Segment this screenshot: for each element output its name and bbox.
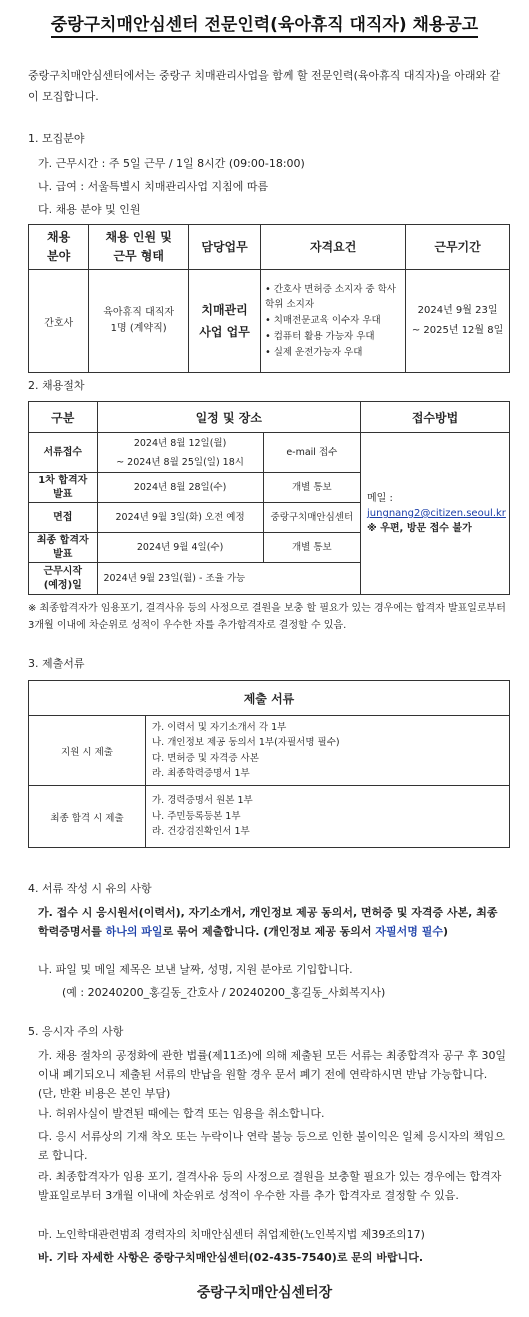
header-count: 채용 인원 및 근무 형태	[89, 225, 189, 270]
email-label: 메일 :	[367, 493, 393, 504]
field-cell: 간호사	[29, 270, 89, 373]
caution-item: 나. 허위사실이 발견된 때에는 합격 또는 임용을 취소합니다.	[38, 1107, 325, 1120]
list-item: 나. 개인정보 제공 동의서 1부(자필서명 필수)	[152, 737, 340, 748]
documents-table	[28, 680, 510, 848]
row-schedule: 2024년 9월 23일(월) - 조율 가능	[97, 563, 361, 595]
intro-text: 중랑구치매안심센터에서는 중랑구 치매관리사업을 함께 할 전문인력(육아휴직 대직자)을 아래와 같이 모집합니다.	[28, 69, 501, 103]
highlight-one-file: 하나의 파일	[105, 925, 163, 938]
row-place: 중랑구치매안심센터	[263, 503, 360, 533]
row-schedule: 2024년 9월 3일(화) 오전 예정	[97, 503, 263, 533]
caution-item: 마. 노인학대관련범죄 경력자의 치매안심센터 취업제한(노인복지법 제39조의17)	[38, 1228, 425, 1241]
highlight-signature: 자필서명 필수	[375, 925, 443, 938]
procedure-table	[28, 401, 510, 595]
table-header-row	[29, 681, 510, 716]
row-label: 최종 합격자 발표	[29, 533, 98, 563]
additional-pass-note: ※ 최종합격자가 임용포기, 결격사유 등의 사정으로 결원을 보충 할 필요가 있는 경우에는 합격자 발표일로부터 3개월 이내에 차순위로 성적이 우수한 자를 추가합격자로 결정할 수 있음.	[28, 603, 506, 631]
header-period: 근무기간	[406, 225, 510, 270]
table-header-row	[29, 225, 510, 270]
filename-example: (예 : 20240200_홍길동_간호사 / 20240200_홍길동_사회복지사)	[62, 986, 386, 999]
header-duty: 담당업무	[189, 225, 261, 270]
work-hours: 가. 근무시간 : 주 5일 근무 / 1일 8시간 (09:00-18:00)	[38, 157, 305, 170]
qual-item: • 치매전문교육 이수자 우대	[265, 315, 381, 326]
row-label: 최종 합격 시 제출	[29, 786, 146, 848]
table-row	[29, 786, 510, 848]
row-label: 지원 시 제출	[29, 716, 146, 786]
method-cell	[361, 433, 510, 595]
table-header-row	[29, 402, 510, 433]
email-link[interactable]: jungnang2@citizen.seoul.kr	[367, 508, 506, 519]
document-list	[146, 716, 510, 786]
period-cell: 2024년 9월 23일 ~ 2025년 12월 8일	[406, 270, 510, 373]
qual-item: • 간호사 면허증 소지자 중 학사학위 소지자	[265, 284, 396, 310]
row-label: 1차 합격자 발표	[29, 473, 98, 503]
issuer-signature: 중랑구치매안심센터장	[196, 1285, 333, 1301]
document-list	[146, 786, 510, 848]
header-schedule: 일정 및 장소	[97, 402, 361, 433]
header-documents: 제출 서류	[29, 681, 510, 716]
qual-item: • 실제 운전가능자 우대	[265, 347, 363, 358]
list-item: 가. 경력증명서 원본 1부	[152, 795, 253, 807]
row-schedule: 2024년 8월 28일(수)	[97, 473, 263, 503]
section4-heading: 4. 서류 작성 시 유의 사항	[28, 882, 152, 895]
section1-heading: 1. 모집분야	[28, 132, 85, 145]
quals-cell	[261, 270, 406, 373]
doc-instruction-b: 나. 파일 및 메일 제목은 보낸 날짜, 성명, 지원 분야로 기입합니다.	[38, 963, 353, 976]
header-quals: 자격요건	[261, 225, 406, 270]
row-schedule: 2024년 8월 12일(월) ~ 2024년 8월 25일(일) 18시	[97, 433, 263, 473]
header-category: 구분	[29, 402, 98, 433]
row-label: 서류접수	[29, 433, 98, 473]
page-title: 중랑구치매안심센터 전문인력(육아휴직 대직자) 채용공고	[0, 10, 529, 35]
caution-item: 다. 응시 서류상의 기재 착오 또는 누락이나 연락 불능 등으로 인한 불이익은 일체 응시자의 책임으로 합니다.	[38, 1130, 505, 1162]
list-item: 가. 이력서 및 자기소개서 각 1부	[152, 721, 287, 733]
no-mail-note: ※ 우편, 방문 접수 불가	[367, 523, 472, 534]
caution-item: 가. 채용 절차의 공정화에 관한 법률(제11조)에 의해 제출된 모든 서류는 최종합격자 공구 후 30일 이내 폐기되오니 제출된 서류의 반납을 원할 경우 문서 폐기 전에 연락하시면 반납 가능합니다. (단, 반환 비용은 본인 부담)	[38, 1049, 507, 1100]
section3-heading: 3. 제출서류	[28, 657, 85, 670]
table-row	[29, 270, 510, 373]
row-schedule: 2024년 9월 4일(수)	[97, 533, 263, 563]
header-method: 접수방법	[361, 402, 510, 433]
list-item: 라. 최종학력증명서 1부	[152, 768, 250, 779]
caution-item: 라. 최종합격자가 임용 포기, 결격사유 등의 사정으로 결원을 보충할 필요가 있는 경우에는 합격자 발표일로부터 3개월 이내에 차순위로 성적이 우수한 자를 추가 합격자로 결정할 수 있음.	[38, 1170, 502, 1202]
row-place: e-mail 접수	[263, 433, 360, 473]
salary: 나. 급여 : 서울특별시 치매관리사업 지침에 따름	[38, 180, 269, 193]
qual-item: • 컴퓨터 활용 가능자 우대	[265, 331, 375, 342]
section5-heading: 5. 응시자 주의 사항	[28, 1025, 124, 1038]
header-field: 채용 분야	[29, 225, 89, 270]
recruit-field-table	[28, 224, 510, 373]
doc-instruction-a: 가. 접수 시 응시원서(이력서), 자기소개서, 개인정보 제공 동의서, 면허증 및 자격증 사본, 최종학력증명서를 하나의 파일로 묶어 제출합니다. (개인정보 제공 동의서 자필서명 필수)	[38, 906, 498, 938]
list-item: 라. 건강검진확인서 1부	[152, 826, 250, 838]
field-and-count: 다. 채용 분야 및 인원	[38, 203, 141, 216]
section2-heading: 2. 채용절차	[28, 379, 85, 392]
contact-info: 바. 기타 자세한 사항은 중랑구치매안심센터(02-435-7540)로 문의 바랍니다.	[38, 1251, 424, 1264]
row-place: 개별 통보	[263, 473, 360, 503]
row-place: 개별 통보	[263, 533, 360, 563]
table-row	[29, 433, 510, 473]
row-label: 면접	[29, 503, 98, 533]
list-item: 다. 면허증 및 자격증 사본	[152, 752, 259, 764]
duty-cell: 치매관리 사업 업무	[189, 270, 261, 373]
row-label: 근무시작 (예정)일	[29, 563, 98, 595]
count-cell: 육아휴직 대직자 1명 (계약직)	[89, 270, 189, 373]
table-row	[29, 716, 510, 786]
list-item: 나. 주민등록등본 1부	[152, 810, 241, 822]
